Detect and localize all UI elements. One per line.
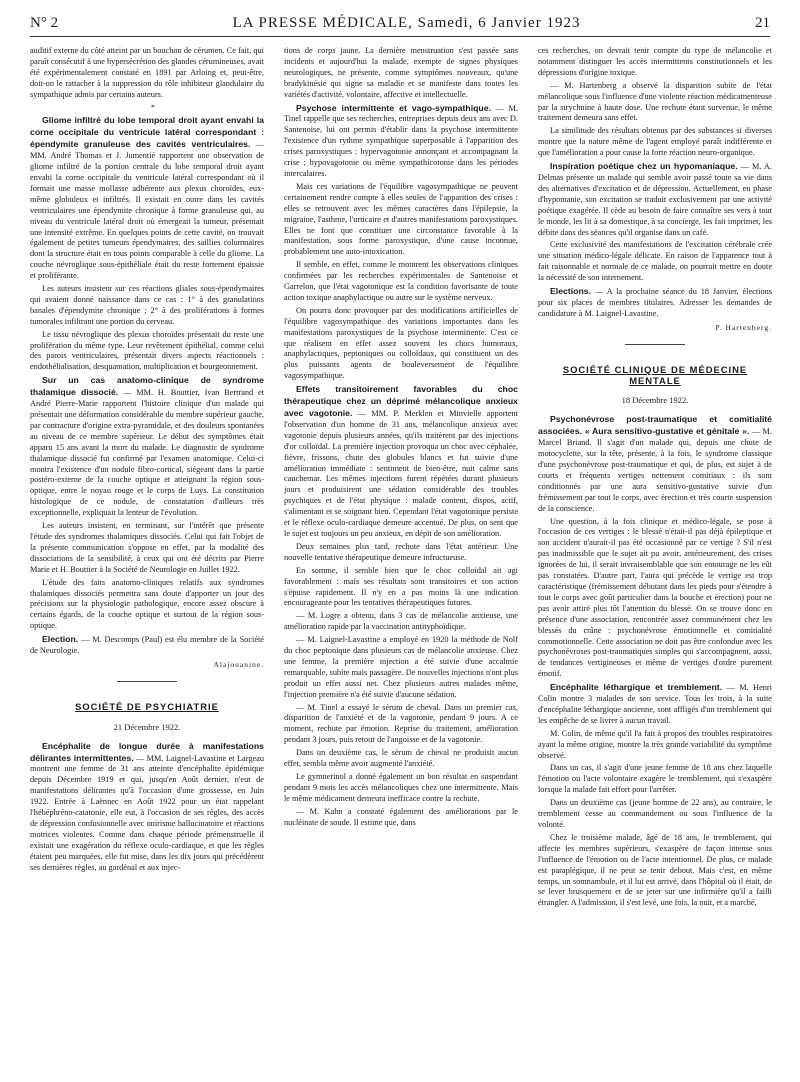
paragraph: Le tissu névroglique des plexus choroïdes présentait du reste une prolifération du même type. Leur revêtement épithélial, comme celui des parois ventriculaires, présentait divers aspects réactionnels : endothélialisation, desquamation, multiplication et bourgeonnement. (30, 329, 264, 372)
paragraph: tions de corps jaune. La dernière menstruation s'est passée sans incidents et aujourd'hui la malade, exempte de signes physiques neurologiques, ne présente, comme symptômes nouveaux, qu'une bradykinésie qui signe sa maladie et se manifeste dans toutes les variétés d'activité, volontaire, affective et intellectuelle. (284, 46, 518, 99)
article-elections (538, 286, 772, 320)
paragraph: auditif externe du côté atteint par un bouchon de cérumen. Ce fait, qui paraît consécutif à une hypersécrétion des glandes cérumineuses, avait été expérimentalement constaté en 1891 par Arloing et, peut-être, doit-on le rattacher à la suppression du rôle inhibiteur glandulaire du sympathique admis par certains auteurs. (30, 46, 264, 99)
article-psychose (284, 103, 518, 180)
article-body: — MM. Laignel-Lavastine et Largeau montrent une femme de 31 ans atteinte d'encéphalite épidémique depuis Décembre 1919 et qui, jusqu'en Août dernier, n'eut de manifestations délirantes qu'à l'occasion d'une grossesse, en Juin 1922. Entrée à Laënnec en Août 1922 pour un état rappelant l'hébéphréno-catatonie, elle eut, à l'occasion de ses règles, des accès de dépression confusionnelle avec onirisme hallucinatoire et réactions motrices violentes. Comme dans chaque période prémenstruelle il existait une exagération du réflexe oculo-cardiaque, et que les règles étaient peu marquées, elle fut mise, dans les dix jours qui précédèrent ses dernières règles, au gardénal et aux injec- (30, 753, 264, 872)
issue-number: N° 2 (30, 14, 59, 31)
paragraph: Une question, à la fois clinique et médico-légale, se pose à l'occasion de ces vertiges : le blessé n'était-il pas déjà épileptique et son accident n'aurait-il pas été occasionné par ce vertige ? S'il n'est pas inadmissible que le sujet ait pu avoir, antérieurement, des crises ignorées de lui, il serait invraisemblable que son entourage ne les eût pas constatées. D'autre part, l'aura qui précède le vertige est trop caractéristique (frémissement débutant dans les pieds pour s'étendre à tout le corps avec goût particulier dans la bouche et érection) pour ne pas avoir attiré plus tôt l'attention du blessé. On se trouve donc en présence d'une association, rencontrée assez communément chez les blessés du crâne : psychonévrose émotionnelle et comitialité commotionnelle. Cette association ne doit pas être confondue avec les psychonévroses post-traumatiques simples qui s'accompagnent, aussi, de tendances vertigineuses et même de vertiges d'ordre purement émotif. (538, 516, 772, 679)
paragraph: — M. Tinel a essayé le sérum de cheval. Dans un premier cas, disparition de l'anxiété et de la vagotonie, pendant 9 jours. A ce moment, rechute par émotion. Reprise du traitement, amélioration pendant 3 jours, puis retour de l'angoisse et de la vagotonie. (284, 702, 518, 745)
paragraph: La similitude des résultats obtenus par des substances si diverses montre que la nature même de l'agent employé paraît indifférente et que l'amélioration a pour cause la forte réaction neuro-organique. (538, 126, 772, 158)
session-date: 18 Décembre 1922. (621, 395, 689, 406)
article-encephalite (30, 741, 264, 874)
page-number: 21 (754, 14, 770, 31)
paragraph: Mais ces variations de l'équilibre vagosympathique ne peuvent certainement rendre compte à elles seules de l'apparition des crises : elles se retrouvent avec les mêmes caractères dans l'épilepsie, la migraine, l'asthme, l'urticaire et d'autres manifestations paroxystiques. Elles ne font que constituer une circonstance favorable à la manifestation, sous forme paroxystique, d'une cause inconnue, probablement une auto-intoxication. (284, 181, 518, 257)
paragraph: Il semble, en effet, comme le montrent les observations cliniques confirmées par les recherches expérimentales de Santenoise et Garrelon, que l'état vagotonique est la condition favorisante de toute action toxique anaphylactique ou autre sur le système nerveux. (284, 260, 518, 302)
article-title: Encéphalite de longue durée à manifestations délirantes intermittentes. (30, 740, 264, 763)
society-heading: SOCIÉTÉ DE PSYCHIATRIE (75, 700, 219, 712)
article-election (30, 634, 264, 657)
article-body: — MM. P. Merklen et Minvielle apportent l'observation d'un homme de 31 ans, mélancolique anxieux avec vagotonie depuis plusieurs années, qu'ils traitèrent par des injections d'or colloïdal. La première injection provoqua un choc avec céphalée, fièvre, frissons, chute des globules blancs et fut suivie d'une amélioration immédiate : sentiment de bien-être, nuit calme sans cauchemar. Les mêmes injections furent répétées durant plusieurs jours et produisirent une sédation considérable des troubles psychiques et de l'état physique : malade content, dispos, actif, s'alimentant et se soignant bien. Cependant l'état vagotonique persiste et le réflexe oculo-cardiaque demeure accentué. De plus, on sent que le sujet est toujours un peu anxieux, en dépit de son amélioration. (284, 409, 518, 538)
session-date: 21 Décembre 1922. (113, 721, 181, 732)
article-body: — M. Descomps (Paul) est élu membre de la Société de Neurologie. (30, 635, 264, 656)
divider (117, 681, 177, 682)
article-inspiration (538, 161, 772, 238)
society-heading: SOCIÉTÉ CLINIQUE DE MÉDECINE MENTALE (562, 363, 748, 386)
section-ornament: * (151, 102, 155, 112)
column-left (30, 46, 264, 1078)
article-title: Sur un cas anatomo-clinique de syndrome thalamique dissocié. (30, 375, 264, 398)
article-lethargique (538, 682, 772, 727)
paragraph: L'étude des faits anatomo-cliniques relatifs aux syndromes thalamiques dissociés permettra sans doute d'apporter un jour des précisions sur la physiologie pathologique, encore assez obscure à certains égards, de la couche optique et surtout de la région sous-optique. (30, 577, 264, 631)
article-title: Psychose intermittente et vago-sympathique. (296, 102, 491, 113)
paragraph: ces recherches, on devrait tenir compte du type de mélancolie et notamment distinguer les accès intermittents constitutionnels et les dépressions d'origine toxique. (538, 46, 772, 77)
paragraph: — M. Laignel-Lavastine a employé en 1920 la méthode de Nolf du choc peptonique dans plusieurs cas de mélancolie anxieuse. Chez une femme, la première injection a été suivie d'une accalmie remarquable, subite mais passagère. De nouvelles injections n'ont plus produit un effet aussi net. Chez plusieurs autres malades même, l'injection première n'a été suivie d'aucune sédation. (284, 635, 518, 699)
article-title: Election. (42, 634, 79, 645)
article-body: — A la prochaine séance du 18 Janvier, élections pour six places de membres titulaires. Adresser les demandes de candidature à M. Laignel-Lavastine. (538, 287, 772, 318)
paragraph: Les auteurs insistent, en terminant, sur l'intérêt que présente l'étude des syndromes thalamiques dissociés. Celui qui fait l'objet de la présente communication s'oppose en effet, par la modalité des dissociations de la sensibilité, à ceux qui ont été décrits par Pierre Marie et H. Bouttier à la Société de Neurologie en Juillet 1922. (30, 521, 264, 574)
paragraph: Dans un deuxième cas (jeune homme de 22 ans), au contraire, le tremblement cesse au commandement ou sous l'influence de la volonté. (538, 798, 772, 829)
paragraph: Dans un cas, il s'agit d'une jeune femme de 18 ans chez laquelle l'émotion ou l'acte volontaire exagère le tremblement, qui s'exaspère lorsque la malade fait effort pour l'arrêter. (538, 763, 772, 795)
article-body: — MM. H. Bouttier, Ivan Bertrand et André Pierre-Marie rapportent l'histoire clinique d'un malade qui présentait une déformation considérable du membre supérieur gauche, par contracture d'origine extra-pyramidale, et des douleurs spontanées au niveau de ce membre supérieur. Le début des symptômes était apparu 15 ans avant la mort du malade. Le diagnostic de syndrome thalamique dissocié fut confirmé par l'examen anatomique. Celui-ci montra l'existence d'un nodule fibro-cortical, siégeant dans la partie postéro-externe de la couche optique et atteignant la région sous-optique, entre le noyau rouge et le corps de Luys. La constitution histologique de ce nodule, de constatation d'ailleurs très exceptionnelle, expliquait la lenteur de l'évolution. (30, 388, 264, 518)
article-body: — M. Tinel rappelle que ses recherches, entreprises depuis deux ans avec D. Santenoise, lui ont permis d'établir dans la psychose intermittente l'existence d'un rythme sympathique superposable à l'apparition des crises paroxystiques : hypervagotonie annonçant et accompagnant la crise ; hypovagotonie ou même sympathicotonie dans les périodes intercalaires. (284, 103, 518, 178)
article-title: Gliome infiltré du lobe temporal droit ayant envahi la corne occipitale du ventricule latéral correspondant : épendymite granuleuse des cavités ventriculaires. (30, 115, 264, 150)
article-body: — M. Marcel Briand. Il s'agit d'un malade qui, depuis une chute de motocyclette, sur la tête, présente, à la fois, le syndrome classique d'une psychonévrose post-traumatique et qui, de plus, est sujet à de courts et fréquents vertiges nettement comitiaux : ils sont conditionnés par une aura sensitivo-gustative suivie d'un frémissement par tout le corps, avec érection et très courte suspension de la conscience. (538, 427, 772, 513)
paragraph: En somme, il semble bien que le choc colloïdal ait agi favorablement : mais ses résultats sont transitoires et son action s'épuise rapidement. Il n'y en a pas moins là une indication encourageante pour les tentatives thérapeutiques futures. (284, 565, 518, 608)
article-body: — M. Henri Colin montre 3 malades de son service. Tous les trois, à la suite d'encéphalite léthargique ancienne, sont affligés d'un tremblement qui les empêche de se livrer à aucun travail. (538, 683, 772, 725)
paragraph: M. Colin, de même qu'il l'a fait à propos des troubles respiratoires ayant la même origine, montre la très grande variabilité du symptôme observé. (538, 728, 772, 760)
paragraph: Chez le troisième malade, âgé de 18 ans, le tremblement, qui affecte les membres supérieurs, s'exaspère de façon intense sous l'influence de l'émotion ou de l'acte intentionnel. De plus, ce malade est paraplégique, il ne peut se tenir debout. Mais c'est, en même temps, un somnambule, et il lui est arrivé, dans l'hôpital où il était, de se lever brusquement et de se jeter sur une infirmière qu'il a failli étrangler. A l'admission, il s'est levé, une fois, la nuit, et a marché, (538, 832, 772, 908)
paragraph: — M. Logre a obtenu, dans 3 cas de mélancolie anxieuse, une amélioration rapide par la vaccination antityphoïdique. (284, 611, 518, 632)
article-body: — MM. André Thomas et J. Jumentié rapportent une observation de gliome infiltré de la portion centrale du lobe temporal droit ayant envahi la corne occipitale du ventricule latéral correspondant où il formait une masse mollasse adhérente aux plexus choroïdes, eux-même globuleux et infiltrés. Il existait en outre dans les cavités ventriculaires une épendymite chronique à forme granuleuse qui, au niveau du ventricule latéral droit où émergeait la tumeur, présentait une intensité extrême. En quelques points de cette cavité, on trouvait également de petites tumeurs épendymaires, des saillies columnaires dont la structure était en tous points comparable à celle du gliome. La couche névroglique sous-épithéliale était du reste fortement épaissie et proliférante. (30, 140, 264, 281)
article-title: Psychonévrose post-traumatique et comitialité associées. « Aura sensitivo-gustative et génitale ». (538, 414, 772, 437)
article-thalamique (30, 375, 264, 519)
article-title: Inspiration poétique chez un hypomaniaque. (550, 161, 738, 172)
author-signature: P. Hartenberg. (715, 322, 772, 332)
paragraph: Cette exclusivité des manifestations de l'excitation cérébrale crée une situation médico-légale délicate. En raison de l'apparence tout à fait raisonnable et normale de ce malade, on pourrait mettre en doute la nécessité de son internement. (538, 240, 772, 283)
paragraph: Deux semaines plus tard, rechute dans l'état antérieur. Une nouvelle tentative thérapeutique demeure infructueuse. (284, 541, 518, 562)
paragraph: On pourra donc provoquer par des modifications artificielles de l'équilibre vagosympathique des variations importantes dans les manifestations paroxystiques de la psychose intermittente. C'est ce que réalisent en effet assez souvent les chocs humoraux, anaphylactiques, peptoniques ou colloïdaux, qui constituent un des plus puissants agents de bouleversement de l'équilibre vagosympathique. (284, 305, 518, 381)
article-gliome (30, 115, 264, 282)
paragraph: Le gymnerinol a donné également un bon résultat en suspendant pendant 9 mois les accès mélancoliques chez une intermittente. Mais le même médicament demeura inefficace contre la rechute. (284, 772, 518, 803)
article-title: Elections. (550, 286, 592, 297)
article-effets (284, 384, 518, 540)
column-right (538, 46, 772, 1078)
paragraph: Les auteurs insistent sur ces réactions gliales sous-épendymaires qui avaient donné naissance dans ce cas : 1° à des granulations banales d'épendymite chronique ; 2° à des proliférations à formes tumorales infiltrant une portion du cerveau. (30, 284, 264, 326)
page-header (30, 10, 770, 37)
author-signature: Alajouanine. (213, 659, 264, 669)
paragraph: — M. Kahn a constaté également des améliorations par le nucléinate de soude. Il estime que, dans (284, 806, 518, 827)
paragraph: Dans un deuxième cas, le sérum de cheval ne produisit aucun effet, sembla même avoir augmenté l'anxiété. (284, 748, 518, 769)
article-psychonevrose (538, 414, 772, 514)
column-middle (284, 46, 518, 1078)
article-title: Effets transitoirement favorables du choc thérapeutique chez un déprimé mélancolique anxieux avec vagotonie. (284, 384, 518, 418)
divider (625, 344, 685, 345)
article-body: — M. A. Delmas présente un malade qui semble avoir passé toute sa vie dans des alternatives d'excitation et de dépression. Actuellement, en phase d'hypomanie, son excitation se traduit exclusivement par une activité poétique exagérée. Il cède au besoin de faire connaître ses vers à tout le monde, les lit à sa domestique, à sa concierge, les fait imprimer, les débite dans des séances qu'il organise dans un café. (538, 162, 772, 237)
paragraph: — M. Hartenberg a observé la disparition subite de l'état mélancolique sous l'influence d'une violente réaction médicamenteuse par la strychnine à haute dose. Une rechute étant survenue, le même traitement demeura sans effet. (538, 80, 772, 123)
journal-title: LA PRESSE MÉDICALE, Samedi, 6 Janvier 1923 (232, 14, 581, 31)
article-title: Encéphalite léthargique et tremblement. (550, 682, 723, 693)
